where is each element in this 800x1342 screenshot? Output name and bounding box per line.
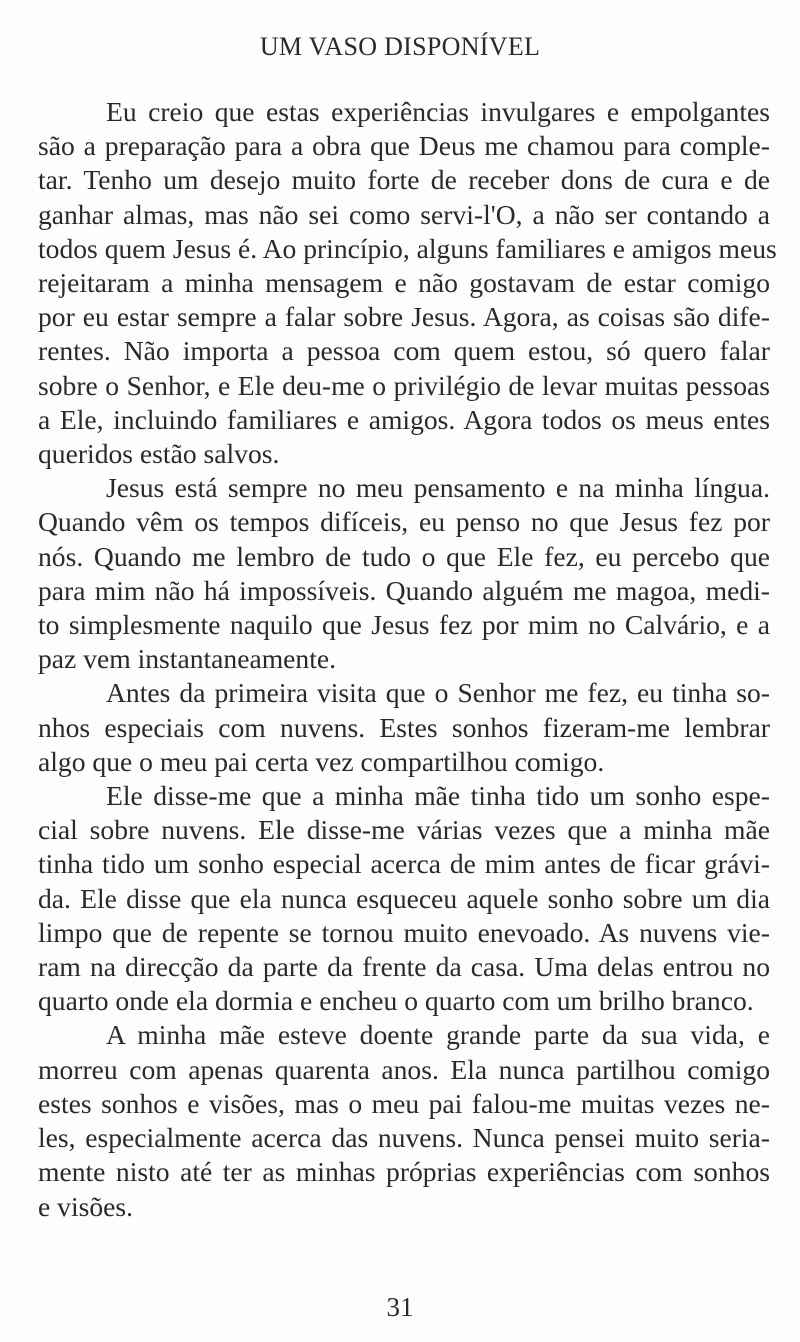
- text-line: tar. Tenho um desejo muito forte de receber dons de cura e de: [38, 164, 770, 196]
- text-line: para mim não há impossíveis. Quando alguém me magoa, medi-: [38, 574, 770, 606]
- text-line: cial sobre nuvens. Ele disse-me várias vezes que a minha mãe: [38, 814, 770, 846]
- text-line: a Ele, incluindo familiares e amigos. Agora todos os meus entes: [38, 403, 770, 435]
- text-line: Eu creio que estas experiências invulgares e empolgantes: [106, 96, 770, 127]
- text-line: les, especialmente acerca das nuvens. Nunca pensei muito seria-: [38, 1122, 770, 1154]
- text-line: algo que o meu pai certa vez compartilhou comigo.: [38, 745, 605, 777]
- paragraph-1: [38, 95, 777, 471]
- text-line: nhos especiais com nuvens. Estes sonhos fizeram-me lembrar: [38, 711, 770, 743]
- text-line: da. Ele disse que ela nunca esqueceu aquele sonho sobre um dia: [38, 882, 770, 914]
- text-line: Antes da primeira visita que o Senhor me fez, eu tinha so-: [106, 677, 770, 709]
- text-line: morreu com apenas quarenta anos. Ela nunca partilhou comigo: [38, 1053, 770, 1085]
- text-line: paz vem instantaneamente.: [38, 643, 337, 675]
- running-head: UM VASO DISPONÍVEL: [259, 32, 541, 61]
- text-line: tinha tido um sonho especial acerca de mim antes de ficar grávi-: [38, 848, 770, 880]
- paragraph-2: [38, 471, 770, 676]
- page-number: 31: [386, 1292, 414, 1322]
- text-line: todos quem Jesus é. Ao princípio, alguns familiares e amigos meus: [38, 232, 777, 264]
- text-line: sobre o Senhor, e Ele deu-me o privilégio de levar muitas pessoas: [38, 369, 770, 401]
- text-line: Quando vêm os tempos difíceis, eu penso no que Jesus fez por: [38, 506, 770, 538]
- text-line: rentes. Não importa a pessoa com quem estou, só quero falar: [38, 335, 770, 367]
- text-line: ganhar almas, mas não sei como servi-l'O, a não ser contando a: [38, 198, 770, 230]
- text-line: queridos estão salvos.: [38, 438, 280, 470]
- paragraph-5: [38, 1018, 770, 1223]
- text-line: mente nisto até ter as minhas próprias experiências com sonhos: [38, 1156, 770, 1188]
- text-line: Jesus está sempre no meu pensamento e na minha língua.: [106, 472, 770, 504]
- text-line: limpo que de repente se tornou muito enevoado. As nuvens vie-: [38, 916, 770, 948]
- text-line: A minha mãe esteve doente grande parte da sua vida, e: [106, 1019, 770, 1051]
- text-line: por eu estar sempre a falar sobre Jesus. Agora, as coisas são dife-: [38, 301, 770, 333]
- text-line: e visões.: [38, 1190, 134, 1222]
- text-line: to simplesmente naquilo que Jesus fez por mim no Calvário, e a: [38, 609, 770, 641]
- text-line: rejeitaram a minha mensagem e não gostavam de estar comigo: [38, 267, 770, 299]
- text-line: ram na direcção da parte da frente da casa. Uma delas entrou no: [38, 951, 770, 983]
- text-line: são a preparação para a obra que Deus me chamou para comple-: [38, 130, 770, 162]
- text-line: estes sonhos e visões, mas o meu pai falou-me muitas vezes ne-: [38, 1087, 770, 1119]
- paragraph-4: [38, 779, 770, 1018]
- text-line: nós. Quando me lembro de tudo o que Ele fez, eu percebo que: [38, 540, 770, 572]
- body-text: [38, 95, 777, 1224]
- text-line: quarto onde ela dormia e encheu o quarto com um brilho branco.: [38, 985, 754, 1017]
- paragraph-3: [38, 676, 770, 779]
- text-line: Ele disse-me que a minha mãe tinha tido um sonho espe-: [106, 780, 770, 812]
